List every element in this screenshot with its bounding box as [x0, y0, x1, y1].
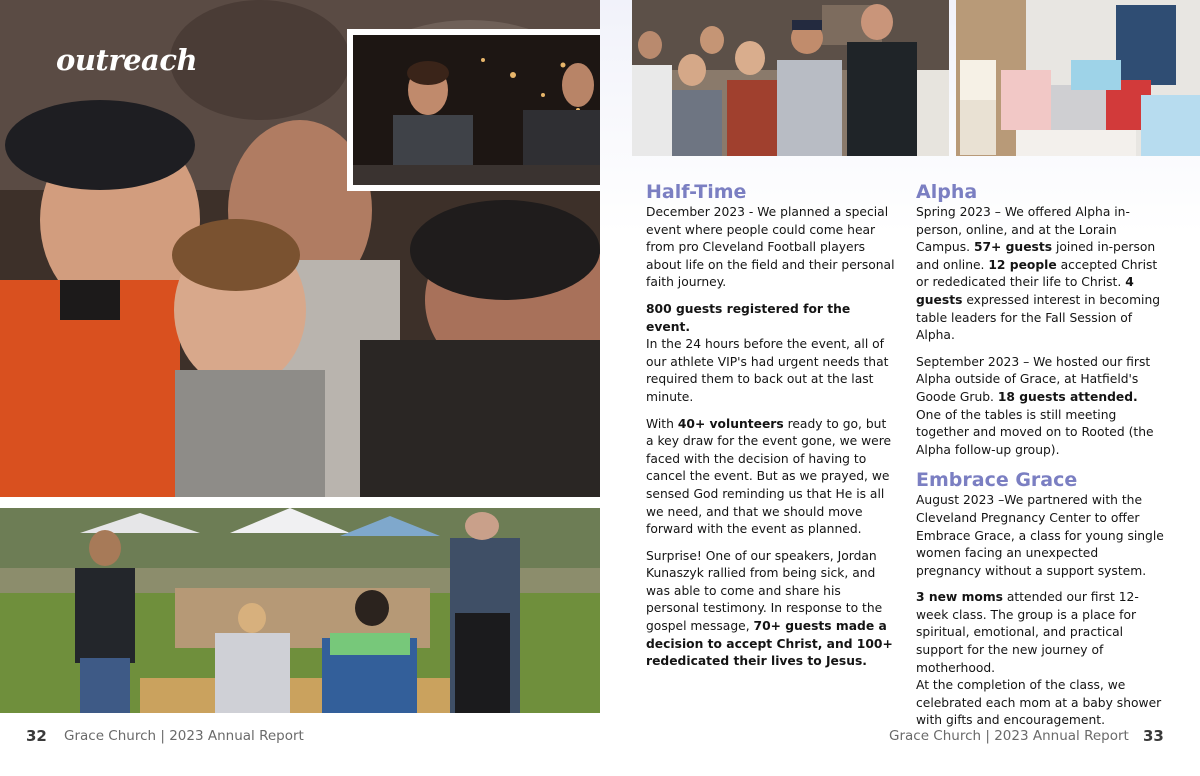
page-number-left: 32	[26, 727, 47, 745]
alpha-embrace-column	[916, 180, 1166, 739]
footer-left: Grace Church | 2023 Annual Report	[64, 728, 304, 744]
embrace-paragraph: August 2023 –We partnered with the Cleveland Pregnancy Center to offer Embrace Grace, a class for young single women facing an unexpected pregnancy without a support system.	[916, 493, 1164, 578]
outdoor-games-photo	[0, 508, 600, 713]
halftime-paragraph: December 2023 - We planned a special event where people could come hear from pro Cleveland Football players about life on the field and their personal faith journey.	[646, 205, 895, 290]
embrace-grace-heading: Embrace Grace	[916, 469, 1078, 492]
baby-shower-gifts-photo	[956, 0, 1200, 156]
halftime-paragraph: With 40+ volunteers ready to go, but a key draw for the event gone, we were faced with the decision of having to cancel the event. But as we prayed, we sensed God reminding us that He is all we need, and that we should move forward with the event as planned.	[646, 416, 892, 537]
section-title: outreach	[56, 43, 198, 77]
footer-right: Grace Church | 2023 Annual Report	[889, 728, 1129, 744]
page-number-right: 33	[1143, 727, 1164, 745]
embrace-paragraph: 3 new moms attended our first 12-week class. The group is a place for spiritual, emotional, and practical support for the new journey of motherhood. At the completion of the class, we celebrated each mom at a baby shower with gifts and encouragement.	[916, 590, 1162, 728]
alpha-paragraph: Spring 2023 – We offered Alpha in-person, online, and at the Lorain Campus. 57+ guests joined in-person and online. 12 people accepted Christ or rededicated their life to Christ. 4 guests expressed interest in becoming table leaders for the Fall Session of Alpha.	[916, 205, 1161, 343]
alpha-paragraph: September 2023 – We hosted our first Alpha outside of Grace, at Hatfield's Goode Grub. 18 guests attended. One of the tables is still meeting together and moved on to Rooted (the Alpha follow-up group).	[916, 354, 1154, 457]
alpha-heading: Alpha	[916, 181, 978, 203]
halftime-column	[646, 180, 896, 680]
halftime-heading: Half-Time	[646, 181, 747, 203]
halftime-paragraph: 800 guests registered for the event. In the 24 hours before the event, all of our athlete VIP's had urgent needs that required them to back out at the last minute.	[646, 301, 889, 404]
halftime-paragraph: Surprise! One of our speakers, Jordan Kunaszyk rallied from being sick, and was able to come and share his personal testimony. In response to the gospel message, 70+ guests made a decision to accept Christ, and 100+ rededicated their lives to Jesus.	[646, 548, 893, 669]
speaker-inset-photo	[347, 29, 607, 191]
volunteer-team-photo	[632, 0, 949, 156]
